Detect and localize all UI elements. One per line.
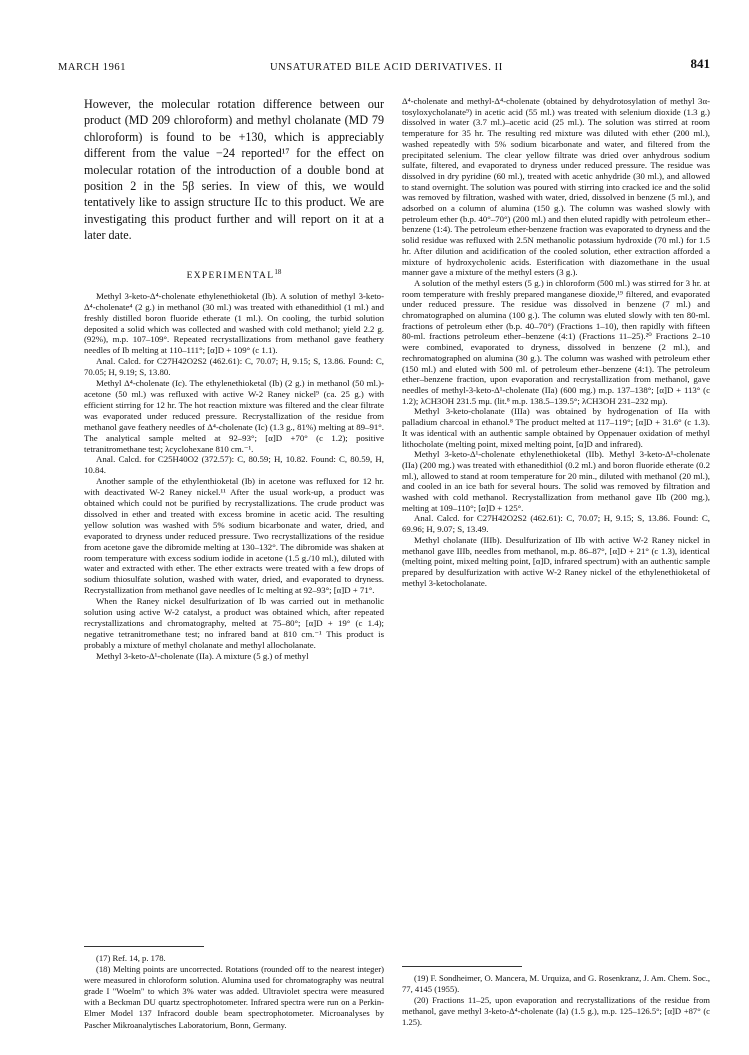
paragraph: Another sample of the ethylenthioketal (Ib) in acetone was refluxed for 12 hr. with deactivated W-2 Raney nickel.¹¹ After the usual work-up, a product was obtained which could not be purified by recrystallizations. The crude product was dissolved in ether and treated with excess bromine in acetic acid. The resulting yellow solution was washed with 5% sodium bicarbonate and water, dried, and evaporated to dryness under reduced pressure. Two recrystallizations of the residue from acetone gave the dibromide melting at 130–132°. The dibromide was shaken at room temperature with excess sodium iodide in acetone (1.5 g./10 ml.), diluted with water and extracted with ether. The ether extracts were treated with a few drops of sodium thiosulfate solution, washed with water, dried, and evaporated to dryness. Recrystallization from methanol gave needles of Ic melting at 92–93°; [α]D + 71°. [84, 476, 384, 596]
left-column [84, 96, 384, 662]
paragraph: Δ⁴-cholenate and methyl-Δ⁴-cholenate (obtained by dehydrotosylation of methyl 3α-tosyloxycholanate⁹) in acetic acid (55 ml.) was treated with selenium dioxide (1.3 g.) dissolved in water (3.7 ml.)–acetic acid (25 ml.). The solution was stirred at room temperature for 35 hr. The resulting red mixture was diluted with ether (200 ml.), washed repeatedly with 5% sodium bicarbonate and water, and filtered from the precipitated selenium. The clear yellow filtrate was dried over anhydrous sodium sulfate, filtered, and evaporated to dryness under reduced pressure. The residue was dissolved in dry pyridine (60 ml.), treated with acetic anhydride (30 ml.), and allowed to stand overnight. The solution was poured with stirring into cracked ice and the solid was removed by filtration, washed with water, dried, dissolved in benzene (5 ml.), and adsorbed on a column of alumina (150 g.). The column was washed slowly with petroleum ether (b.p. 40°–70°) (200 ml.) and then eluted rapidly with petroleum ether–benzene (1:4). The petroleum ether-benzene fraction was evaporated to dryness and the solid residue was refluxed with 2.5N methanolic potassium hydroxide (70 ml.) for 1.5 hr. After dilution and acidification of the cooled solution, ether extraction afforded a mixture of hydroxycholenic acids. Esterification with diazomethane in the usual manner gave a mixture of the methyl esters (3 g.). [402, 96, 710, 278]
footnote: (20) Fractions 11–25, upon evaporation and recrystallizations of the residue from methanol, gave methyl 3-keto-Δ⁴-cholenate (Ia) (1.5 g.), m.p. 125–126.5°; [α]D +87° (c 1.25). [402, 995, 710, 1028]
paragraph: Methyl 3-keto-Δ¹-cholenate ethylenethioketal (IIb). Methyl 3-keto-Δ¹-cholenate (IIa) (200 mg.) was treated with ethanedithiol (0.2 ml.) and boron fluoride etherate (0.2 ml.), allowed to stand at room temperature for 20 min., diluted with methanol (20 ml.), and cooled in an ice bath for several hours. The solid was removed by filtration and washed with cold methanol. Recrystallization from methanol gave IIb (200 mg.), melting at 109–110°; [α]D + 125°. [402, 449, 710, 513]
paragraph: Methyl 3-keto-Δ⁴-cholenate ethylenethioketal (Ib). A solution of methyl 3-keto-Δ⁴-cholenate⁴ (2 g.) in methanol (30 ml.) was treated with ethanedithiol (1 ml.) and freshly distilled boron fluoride etherate (1 ml.). On cooling, the turbid solution deposited a solid which was collected and washed with cold methanol; yield 2.2 g. (92%), m.p. 107–109°. Repeated recrystallizations from methanol gave feathery needles of Ib melting at 110–111°; [α]D + 109° (c 1.1). [84, 290, 384, 356]
footnote: (19) F. Sondheimer, O. Mancera, M. Urquiza, and G. Rosenkranz, J. Am. Chem. Soc., 77, 4145 (1955). [402, 973, 710, 995]
page-number: 841 [690, 56, 710, 71]
footnote: (18) Melting points are uncorrected. Rotations (rounded off to the nearest integer) were measured in chloroform solution. Alumina used for chromatography was neutral grade I "Woelm" to which 3% water was added. Ultraviolet spectra were measured with a Beckman DU quartz spectrophotometer. Infrared spectra were run on a Perkin-Elmer Model 137 Infracord double beam spectrophotometer. Microanalyses by Pascher Mikroanalytisches Laboratorium, Bonn, Germany. [84, 964, 384, 1030]
experimental-body [84, 291, 384, 662]
running-header [50, 56, 710, 76]
paragraph: Methyl 3-keto-cholanate (IIIa) was obtained by hydrogenation of IIa with palladium charcoal in ethanol.⁸ The product melted at 117–119°; [α]D + 31.6° (c 1.3). It was identical with an authentic sample obtained by Oppenauer oxidation of methyl lithocholate (melting point, mixed melting point, [α]D and infrared). [402, 406, 710, 449]
footnote-rule [402, 966, 522, 967]
left-footnotes [84, 946, 384, 1031]
paragraph: Methyl Δ⁴-cholenate (Ic). The ethylenethioketal (Ib) (2 g.) in methanol (50 ml.)-acetone (50 ml.) was refluxed with active W-2 Raney nickel⁹ (ca. 25 g.) with efficient stirring for 12 hr. The hot reaction mixture was filtered and the clear filtrate was evaporated under reduced pressure. Recrystallization of the residue from methanol gave feathery needles of Δ⁴-cholenate (Ic) (1.3 g., 81%) melting at 89–91°. The analytical sample melted at 92–93°; [α]D +70° (c 1.2); positive tetranitromethane test; λcyclohexane 810 cm.⁻¹. [84, 378, 384, 454]
paragraph: Methyl 3-keto-Δ¹-cholenate (IIa). A mixture (5 g.) of methyl [96, 650, 309, 661]
paragraph: Anal. Calcd. for C27H42O2S2 (462.61): C, 70.07; H, 9.15; S, 13.86. Found: C, 69.96; H, 9.07; S, 13.49. [402, 513, 710, 535]
footnote: (17) Ref. 14, p. 178. [96, 953, 166, 963]
paragraph: Methyl cholanate (IIIb). Desulfurization of IIb with active W-2 Raney nickel in methanol gave IIIb, needles from methanol, m.p. 86–87°, [α]D + 21° (c 1.3), identical (melting point, mixed melting point, [α]D, infrared spectrum) with an authentic sample prepared by desulfurization with active W-2 Raney nickel of the ethylenethioketal of methyl 3-ketocholanate. [402, 534, 710, 588]
heading-footnote-mark: 18 [274, 267, 282, 276]
right-column [402, 96, 710, 588]
section-heading-text: EXPERIMENTAL [186, 270, 275, 281]
paragraph: Anal. Calcd. for C27H42O2S2 (462.61): C, 70.07; H, 9.15; S, 13.86. Found: C, 70.05; H, 9.19; S, 13.80. [84, 356, 384, 378]
footnote-rule [84, 946, 204, 947]
paragraph: A solution of the methyl esters (5 g.) in chloroform (500 ml.) was stirred for 3 hr. at room temperature with freshly prepared manganese dioxide,¹⁹ filtered, and evaporated under reduced pressure. The residue was dissolved in benzene (7 ml.) and chromatographed on alumina (100 g.). The column was eluted slowly with ten 80-ml. fractions of petroleum ether (b.p. 40–70°) (Fractions 1–10), then rapidly with fifteen 80-ml. fractions petroleum ether–benzene (4:1) (Fractions 11–25).²⁰ Fractions 2–10 were combined, evaporated to dryness, dissolved in benzene (2 ml.), and rechromatographed on alumina (30 g.). The column was washed with petroleum ether (150 ml.) and eluted with 500 ml. of petroleum ether–benzene (4:1). The petroleum ether–benzene fraction, upon evaporation and recrystallization from methanol, gave needles of methyl-3-keto-Δ¹-cholenate (IIa) (600 mg.) m.p. 137–138°; [α]D + 113° (c 1.2); λCH3OH 231.5 mμ. (lit.⁸ m.p. 138.5–139.5°; λCH3OH 231–232 mμ). [402, 277, 710, 406]
right-footnotes [402, 966, 710, 1028]
journal-page [50, 56, 710, 1041]
section-heading [84, 268, 384, 281]
header-date: MARCH 1961 [58, 62, 127, 73]
paragraph: When the Raney nickel desulfurization of Ib was carried out in methanolic solution using active W-2 catalyst, a product was obtained which, after repeated recrystallizations and chromatography, melted at 75–80°; [α]D + 19° (c 1.4); negative tetranitromethane test; no infrared band at 810 cm.⁻¹ This product is probably a mixture of methyl cholanate and methyl allocholanate. [84, 596, 384, 650]
paragraph: Anal. Calcd. for C25H40O2 (372.57): C, 80.59; H, 10.82. Found: C, 80.59, H, 10.84. [84, 454, 384, 476]
intro-paragraph: However, the molecular rotation difference between our product (MD 209 chloroform) and methyl cholanate (MD 79 chloroform) is found to be +130, which is appreciably different from the value −24 reported¹⁷ for the effect on molecular rotation of the introduction of a double bond at position 2 in the 5β series. In view of this, we would tentatively like to assign structure IIc to this product. We are investigating this product further and will report on it at a later date. [84, 97, 384, 243]
header-title: UNSATURATED BILE ACID DERIVATIVES. II [270, 62, 503, 73]
